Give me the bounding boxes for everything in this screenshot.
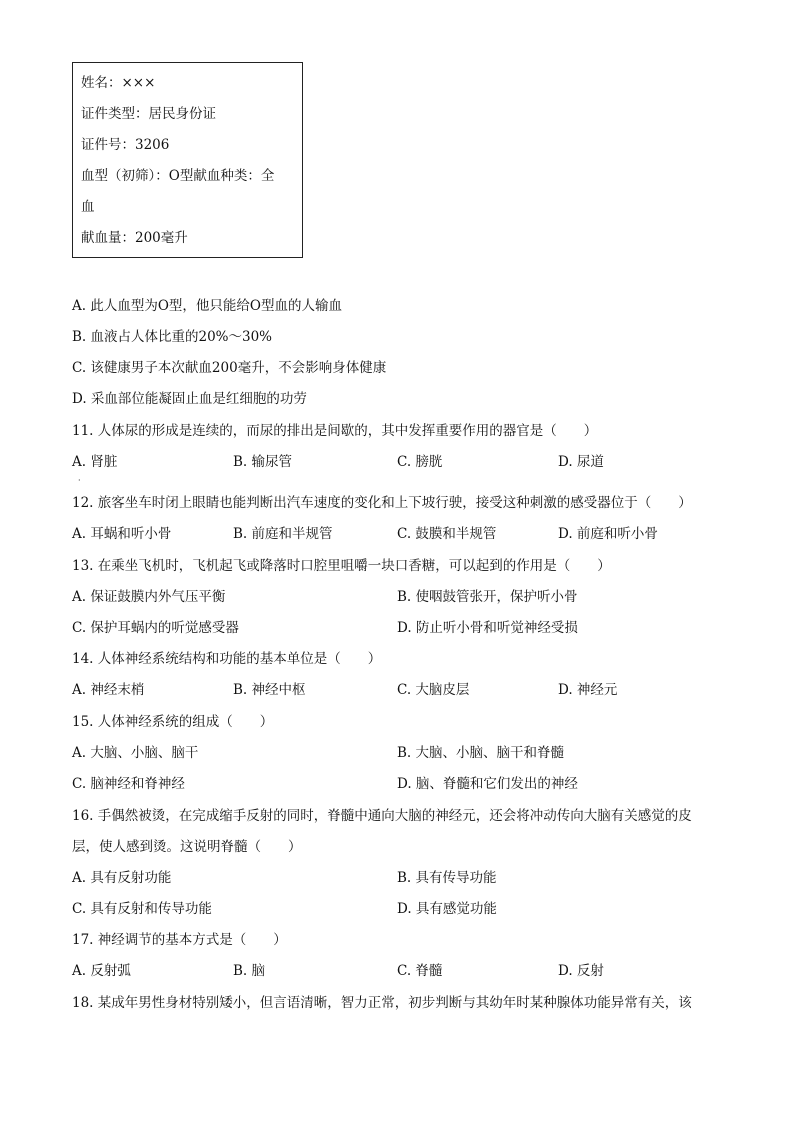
blood-donation-info-card (72, 62, 303, 258)
question-16-stem-cont: 层，使人感到烫。这说明脊髓（ ） (72, 839, 302, 855)
q13-option-d: D. 防止听小骨和听觉神经受损 (397, 620, 578, 636)
q13-option-c: C. 保护耳蜗内的听觉感受器 (72, 620, 239, 636)
q15-option-c: C. 脑神经和脊神经 (72, 776, 185, 792)
q12-option-b: B. 前庭和半规管 (233, 526, 333, 542)
q12-option-d: D. 前庭和听小骨 (558, 526, 658, 542)
card-volume-line: 献血量：200毫升 (81, 230, 188, 246)
q10-option-a: A. 此人血型为O型，他只能给O型血的人输血 (72, 298, 342, 314)
question-18-stem: 18. 某成年男性身材特别矮小，但言语清晰，智力正常，初步判断与其幼年时某种腺体功能异常有关，该 (72, 995, 692, 1011)
card-id-type-line: 证件类型：居民身份证 (81, 106, 216, 122)
q17-option-d: D. 反射 (558, 963, 604, 979)
card-id-number-line: 证件号：3206 (81, 137, 170, 153)
question-13-stem: 13. 在乘坐飞机时，飞机起飞或降落时口腔里咀嚼一块口香糖，可以起到的作用是（ ） (72, 558, 611, 574)
q15-option-b: B. 大脑、小脑、脑干和脊髓 (397, 745, 565, 761)
q11-option-d: D. 尿道 (558, 454, 604, 470)
question-17-stem: 17. 神经调节的基本方式是（ ） (72, 932, 287, 948)
q13-option-b: B. 使咽鼓管张开，保护听小骨 (397, 589, 578, 605)
q12-option-a: A. 耳蜗和听小骨 (72, 526, 172, 542)
q14-option-b: B. 神经中枢 (233, 682, 306, 698)
stray-dot-mark: · (78, 476, 81, 485)
card-name-line: 姓名：××× (81, 75, 156, 91)
q13-option-a: A. 保证鼓膜内外气压平衡 (72, 589, 226, 605)
card-blood-type-line: 血型（初筛）：O型献血种类：全 (81, 168, 275, 184)
q16-option-a: A. 具有反射功能 (72, 870, 172, 886)
q12-option-c: C. 鼓膜和半规管 (397, 526, 497, 542)
q16-option-d: D. 具有感觉功能 (397, 901, 497, 917)
q14-option-d: D. 神经元 (558, 682, 618, 698)
question-15-stem: 15. 人体神经系统的组成（ ） (72, 714, 274, 730)
q16-option-b: B. 具有传导功能 (397, 870, 497, 886)
question-12-stem: 12. 旅客坐车时闭上眼睛也能判断出汽车速度的变化和上下坡行驶，接受这种刺激的感受器位于（ ） (72, 495, 692, 511)
q17-option-b: B. 脑 (233, 963, 266, 979)
q14-option-a: A. 神经末梢 (72, 682, 145, 698)
q11-option-b: B. 输尿管 (233, 454, 293, 470)
question-11-stem: 11. 人体尿的形成是连续的，而尿的排出是间歇的，其中发挥重要作用的器官是（ ） (72, 423, 598, 439)
q11-option-c: C. 膀胱 (397, 454, 443, 470)
q10-option-d: D. 采血部位能凝固止血是红细胞的功劳 (72, 391, 307, 407)
q17-option-c: C. 脊髓 (397, 963, 443, 979)
q15-option-a: A. 大脑、小脑、脑干 (72, 745, 199, 761)
q16-option-c: C. 具有反射和传导功能 (72, 901, 212, 917)
question-16-stem: 16. 手偶然被烫，在完成缩手反射的同时，脊髓中通向大脑的神经元，还会将冲动传向大脑有关感觉的皮 (72, 808, 692, 824)
q10-option-c: C. 该健康男子本次献血200毫升，不会影响身体健康 (72, 360, 387, 376)
q10-option-b: B. 血液占人体比重的20%～30% (72, 329, 273, 345)
q14-option-c: C. 大脑皮层 (397, 682, 470, 698)
q15-option-d: D. 脑、脊髓和它们发出的神经 (397, 776, 578, 792)
q11-option-a: A. 肾脏 (72, 454, 118, 470)
card-blood-type-line-cont: 血 (81, 199, 95, 215)
q17-option-a: A. 反射弧 (72, 963, 131, 979)
question-14-stem: 14. 人体神经系统结构和功能的基本单位是（ ） (72, 651, 382, 667)
